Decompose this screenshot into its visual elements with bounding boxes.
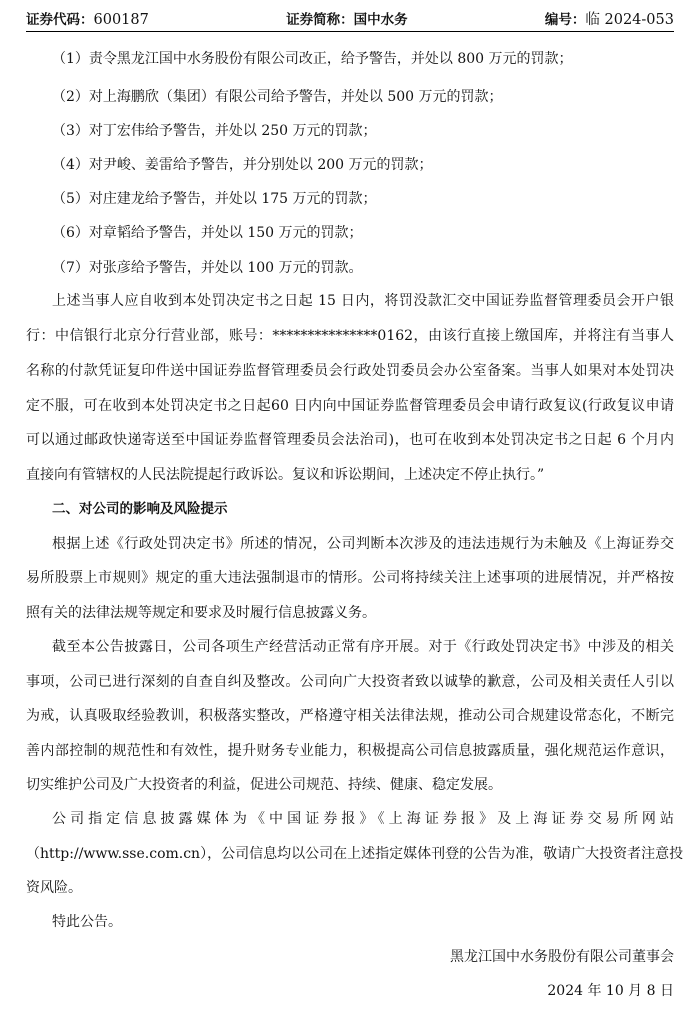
remediation-paragraph-line: 事项，公司已进行深刻的自查自纠及整改。公司向广大投资者致以诚挚的歉意，公司及相关责任人引以 <box>26 674 674 690</box>
payment-paragraph-line: 行：中信银行北京分行营业部，账号：***************0162，由该行直接上缴国库，并将注有当事人 <box>26 328 674 344</box>
penalty-item: （7）对张彦给予警告，并处以 100 万元的罚款。 <box>52 260 363 276</box>
penalty-item: （4）对尹峻、姜雷给予警告，并分别处以 200 万元的罚款； <box>52 157 433 173</box>
announcement-number: 编号：临 2024-053 <box>544 12 674 28</box>
signature-company: 黑龙江国中水务股份有限公司董事会 <box>450 949 674 965</box>
media-paragraph-line: （http://www.sse.com.cn），公司信息均以公司在上述指定媒体刊登的公告为准，敬请广大投资者注意投 <box>26 846 684 862</box>
payment-paragraph-line: 上述当事人应自收到本处罚决定书之日起 15 日内，将罚没款汇交中国证券监督管理委员会开户银 <box>52 293 674 309</box>
penalty-item: （1）责令黑龙江国中水务股份有限公司改正，给予警告，并处以 800 万元的罚款； <box>52 51 573 67</box>
impact-paragraph-line: 照有关的法律法规等规定和要求及时履行信息披露义务。 <box>26 605 376 621</box>
closing-statement: 特此公告。 <box>52 914 122 930</box>
signature-date: 2024 年 10 月 8 日 <box>547 983 674 999</box>
payment-paragraph-line: 定不服，可在收到本处罚决定书之日起60 日内向中国证券监督管理委员会申请行政复议(行政复议申请 <box>26 398 674 414</box>
media-paragraph-line: 公司指定信息披露媒体为《中国证券报》《上海证券报》及上海证券交易所网站 <box>52 811 674 827</box>
remediation-paragraph-line: 为戒，认真吸取经验教训，积极落实整改，严格遵守相关法律法规，推动公司合规建设常态化，不断完 <box>26 708 674 724</box>
stock-abbreviation: 证券简称：国中水务 <box>286 12 408 28</box>
penalty-item: （2）对上海鹏欣（集团）有限公司给予警告，并处以 500 万元的罚款； <box>52 89 503 105</box>
media-paragraph-line: 资风险。 <box>26 880 82 896</box>
penalty-item: （5）对庄建龙给予警告，并处以 175 万元的罚款； <box>52 191 377 207</box>
impact-paragraph-line: 易所股票上市规则》规定的重大违法强制退市的情形。公司将持续关注上述事项的进展情况，并严格按 <box>26 570 674 586</box>
document-header <box>26 10 674 32</box>
payment-paragraph-line: 直接向有管辖权的人民法院提起行政诉讼。复议和诉讼期间，上述决定不停止执行。” <box>26 467 545 483</box>
penalty-item: （6）对章韬给予警告，并处以 150 万元的罚款； <box>52 225 363 241</box>
penalty-item: （3）对丁宏伟给予警告，并处以 250 万元的罚款； <box>52 123 377 139</box>
remediation-paragraph-line: 善内部控制的规范性和有效性，提升财务专业能力，积极提高公司信息披露质量，强化规范运作意识， <box>26 743 674 759</box>
payment-paragraph-line: 可以通过邮政快递寄送至中国证券监督管理委员会法治司)，也可在收到本处罚决定书之日起 6 个月内 <box>26 432 674 448</box>
remediation-paragraph-line: 切实维护公司及广大投资者的利益，促进公司规范、持续、健康、稳定发展。 <box>26 777 502 793</box>
impact-paragraph-line: 根据上述《行政处罚决定书》所述的情况，公司判断本次涉及的违法违规行为未触及《上海证券交 <box>52 536 674 552</box>
remediation-paragraph-line: 截至本公告披露日，公司各项生产经营活动正常有序开展。对于《行政处罚决定书》中涉及的相关 <box>52 639 674 655</box>
stock-code: 证券代码：600187 <box>26 12 149 28</box>
payment-paragraph-line: 名称的付款凭证复印件送中国证券监督管理委员会行政处罚委员会办公室备案。当事人如果对本处罚决 <box>26 363 674 379</box>
section-heading: 二、对公司的影响及风险提示 <box>52 501 228 517</box>
